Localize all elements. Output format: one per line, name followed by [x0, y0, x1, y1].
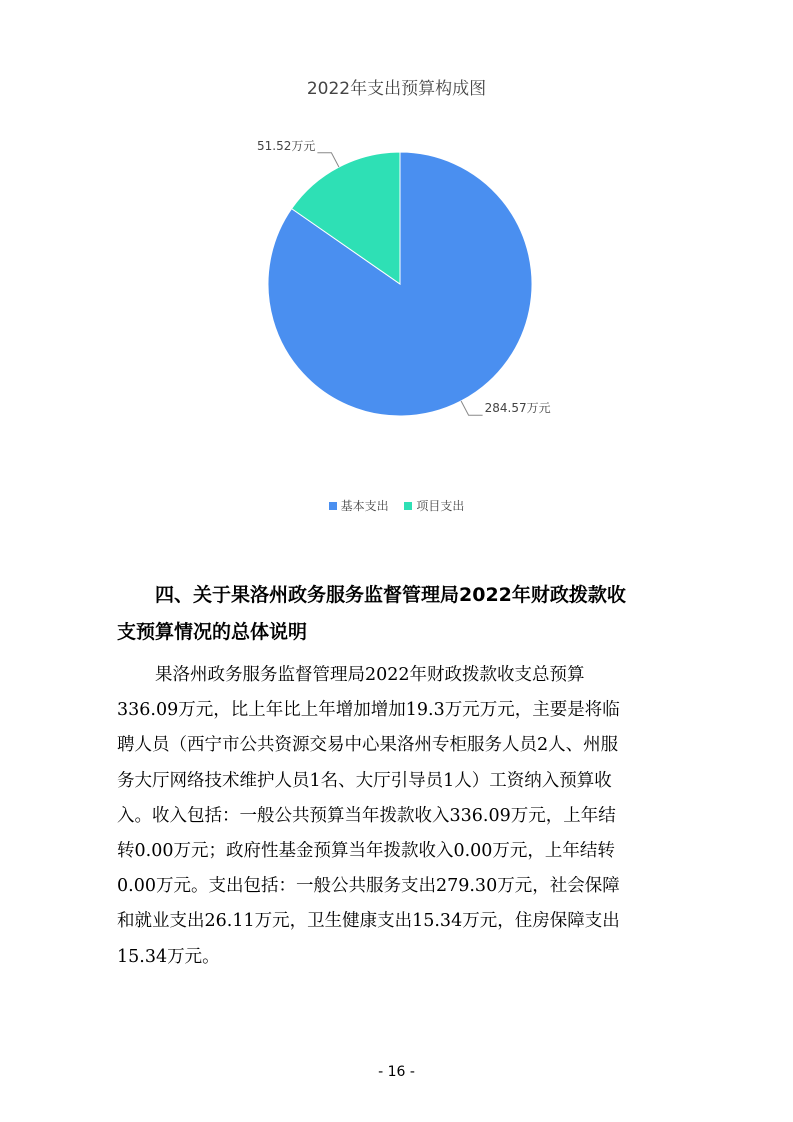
legend-label-basic: 基本支出 [340, 499, 389, 513]
chart-legend [0, 497, 793, 514]
page-number: - 16 - [378, 1064, 415, 1080]
paragraph-line: 转0.00万元；政府性基金预算当年拨款收入0.00万元，上年结转 [117, 841, 615, 862]
body-paragraph [117, 658, 687, 975]
slice-data-label: 284.57万元 [484, 401, 551, 416]
leader-line [317, 153, 339, 167]
heading-line: 四、关于果洛州政务服务监督管理局2022年财政拨款收 [155, 584, 626, 606]
paragraph-line: 和就业支出26.11万元，卫生健康支出15.34万元，住房保障支出 [117, 911, 620, 932]
legend-item-project [404, 497, 464, 514]
legend-swatch-project [404, 502, 412, 510]
paragraph-line: 15.34万元。 [117, 946, 220, 967]
paragraph-line: 入。收入包括：一般公共预算当年拨款收入336.09万元，上年结 [117, 805, 616, 826]
legend-swatch-basic [329, 502, 337, 510]
heading-line: 支预算情况的总体说明 [117, 621, 308, 643]
paragraph-line: 果洛州政务服务监督管理局2022年财政拨款收支总预算 [155, 665, 585, 685]
paragraph-line: 0.00万元。支出包括：一般公共服务支出279.30万元，社会保障 [117, 876, 620, 897]
paragraph-line: 务大厅网络技术维护人员1名、大厅引导员1人）工资纳入预算收 [117, 770, 612, 791]
slice-data-label: 51.52万元 [257, 138, 316, 153]
expense-pie-chart [0, 0, 793, 490]
legend-label-project: 项目支出 [416, 499, 465, 513]
leader-line [461, 401, 483, 415]
section-heading [117, 577, 687, 651]
paragraph-line: 聘人员（西宁市公共资源交易中心果洛州专柜服务人员2人、州服 [117, 735, 619, 756]
legend-item-basic [329, 497, 389, 514]
chart-title: 2022年支出预算构成图 [306, 79, 487, 99]
paragraph-line: 336.09万元，比上年比上年增加增加19.3万元万元，主要是将临 [117, 700, 620, 721]
